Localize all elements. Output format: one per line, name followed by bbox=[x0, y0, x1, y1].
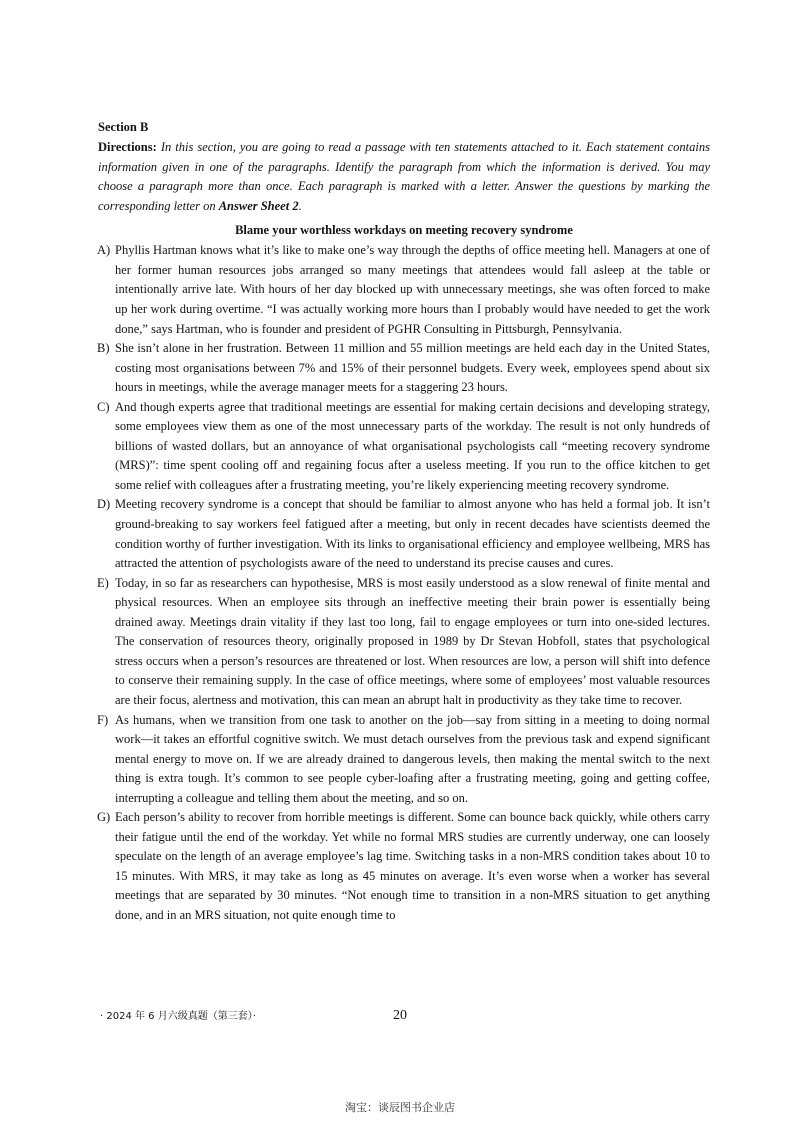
paragraph-text: She isn’t alone in her frustration. Between 11 million and 55 million meetings are held each day in the United States, costing most organisations between 7% and 15% of their personnel budgets. Every week, employees spend about six hours in meetings, while the average manager meets for a staggering 23 hours. bbox=[115, 341, 710, 395]
paragraph-letter: C) bbox=[97, 399, 110, 414]
paragraph-text: Meeting recovery syndrome is a concept that should be familiar to almost anyone who has held a formal job. It isn’t ground-breaking to say workers feel fatigued after a meeting, but only in recent decades have scientists deemed the condition worthy of further investigation. With its links to organisational efficiency and employee wellbeing, MRS has attracted the attention of psychologists aware of the need to understand its precise causes and cures. bbox=[115, 497, 710, 571]
paragraph-a bbox=[98, 241, 710, 339]
paragraph-f bbox=[98, 711, 710, 809]
watermark: 淘宝：谈辰图书企业店 bbox=[345, 1101, 455, 1114]
paragraph-text: Each person’s ability to recover from horrible meetings is different. Some can bounce back quickly, while others carry their fatigue until the end of the workday. Yet while no formal MRS studies are currently underway, one can loosely speculate on the length of an average employee’s lag time. Switching tasks in a non-MRS condition takes about 10 to 15 minutes. With MRS, it may take as long as 45 minutes on average. It’s even worse when a worker has several meetings that are separated by 30 minutes. “Not enough time to transition in a non-MRS situation to get anything done, and in an MRS situation, not quite enough time to bbox=[115, 810, 710, 922]
page-number: 20 bbox=[393, 1008, 407, 1023]
paragraph-c bbox=[98, 398, 710, 496]
passage-title: Blame your worthless workdays on meeting recovery syndrome bbox=[235, 223, 573, 238]
paragraph-letter: G) bbox=[97, 810, 111, 825]
paragraph-g bbox=[98, 808, 710, 925]
paragraph-letter: D) bbox=[97, 497, 111, 512]
paragraph-e bbox=[98, 574, 710, 711]
paragraph-letter: A) bbox=[97, 243, 111, 258]
directions-label: Directions: bbox=[98, 140, 157, 154]
paragraph-letter: E) bbox=[97, 575, 109, 590]
directions-answer-sheet: Answer Sheet 2 bbox=[218, 198, 299, 213]
directions-text: In this section, you are going to read a passage with ten statements attached to it. Each statement contains information given in one of the paragraphs. Identify the paragraph from which the information is derived. You may choose a paragraph more than once. Each paragraph is marked with a letter. Answer the questions by marking the corresponding letter on bbox=[98, 140, 710, 213]
paragraph-text: Today, in so far as researchers can hypothesise, MRS is most easily understood as a slow renewal of finite mental and physical resources. When an employee sits through an ineffective meeting their brain power is essentially being drained away. Meetings drain vitality if they last too long, fail to engage employees or turn into one-sided lectures. The conservation of resources theory, originally proposed in 1989 by Dr Stevan Hobfoll, states that psychological stress occurs when a person’s resources are threatened or lost. When resources are low, a person will shift into defence to conserve their remaining supply. In the case of office meetings, where some of employees’ most valuable resources are their focus, alertness and motivation, this can mean an abrupt halt in productivity as they take time to recover. bbox=[115, 575, 710, 707]
passage-paragraphs bbox=[98, 241, 710, 925]
page-content bbox=[98, 118, 710, 926]
paragraph-letter: F) bbox=[97, 712, 109, 727]
paragraph-letter: B) bbox=[97, 341, 110, 356]
paragraph-text: And though experts agree that traditional meetings are essential for making certain decisions and developing strategy, some employees view them as one of the most unnecessary parts of the workday. The result is not only hundreds of billions of wasted dollars, but an annoyance of what organisational psychologists call “meeting recovery syndrome (MRS)”: time spent cooling off and regaining focus after a useless meeting. If you run to the office kitchen to get some relief with colleagues after a frustrating meeting, you’re likely experiencing meeting recovery syndrome. bbox=[115, 399, 710, 492]
paragraph-b bbox=[98, 339, 710, 398]
footer-source: · 2024 年 6 月六级真题（第三套）· bbox=[100, 1011, 256, 1022]
directions-end: . bbox=[298, 198, 302, 213]
paragraph-text: Phyllis Hartman knows what it’s like to make one’s way through the depths of office meeting hell. Managers at one of her former human resources jobs arranged so many meetings that attendees would fall asleep at the table or intentionally arrive late. With hours of her day blocked up with unnecessary meetings, she was often forced to make up her work during overtime. “I was actually working more hours than I probably would have needed to get the work done,” says Hartman, who is founder and president of PGHR Consulting in Pittsburgh, Pennsylvania. bbox=[115, 243, 710, 336]
paragraph-text: As humans, when we transition from one task to another on the job—say from sitting in a meeting to doing normal work—it takes an effortful cognitive switch. We must detach ourselves from the previous task and expend significant mental energy to move on. If we are already drained to dangerous levels, then making the mental switch to the next thing is extra tough. It’s common to see people cyber-loafing after a frustrating meeting, going and getting coffee, interrupting a colleague and telling them about the meeting, and so on. bbox=[115, 712, 710, 805]
directions bbox=[98, 138, 710, 216]
paragraph-d bbox=[98, 495, 710, 573]
section-title: Section B bbox=[98, 120, 149, 134]
